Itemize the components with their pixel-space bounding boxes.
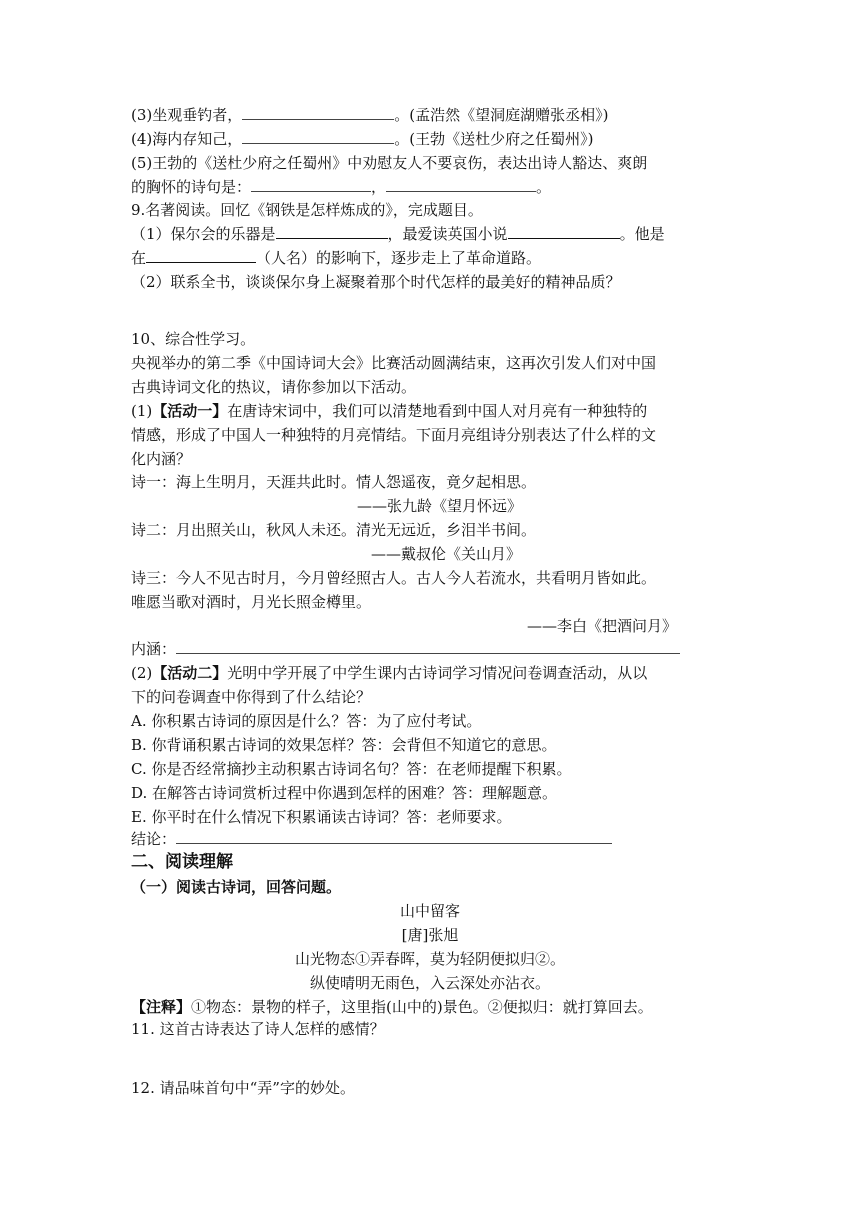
q10-poem-3-line2: 唯愿当歌对酒时，月光长照金樽里。: [131, 593, 372, 611]
section-2-title: 二、阅读理解: [131, 852, 233, 872]
q8-item-5-line1: (5)王勃的《送杜少府之任蜀州》中劝慰友人不要哀伤，表达出诗人豁达、爽朗: [131, 154, 648, 172]
poem-notes-text: ①物态：景物的样子，这里指(山中的)景色。②便拟归：就打算回去。: [191, 998, 653, 1016]
poem-author: [唐]张旭: [401, 926, 459, 944]
q10-activity-1-text: 在唐诗宋词中，我们可以清楚地看到中国人对月亮有一种独特的: [227, 402, 648, 420]
survey-item: B. 你背诵积累古诗词的效果怎样？答：会背但不知道它的意思。: [131, 736, 557, 754]
survey-item: C. 你是否经常摘抄主动积累古诗词名句？答：在老师提醒下积累。: [131, 760, 572, 778]
q8-item-4-source: 。(王勃《送杜少府之任蜀州》): [394, 130, 594, 148]
poem-notes: [131, 996, 653, 1018]
q10-activity-2-tag: 【活动二】: [152, 664, 228, 682]
q10-activity-2-line2: 下的问卷调查中你得到了什么结论？: [131, 688, 372, 706]
q8-item-5-prefix: 的胸怀的诗句是：: [131, 178, 252, 196]
q10-activity-1-line3: 化内涵？: [131, 450, 192, 468]
q9-novel-blank[interactable]: [508, 223, 620, 239]
q10-intro-line2: 古典诗词文化的热议，请你参加以下活动。: [131, 378, 417, 396]
q10-jielun-answer-line[interactable]: [176, 829, 612, 844]
q9-title: 9.名著阅读。回忆《钢铁是怎样炼成的》，完成题目。: [131, 201, 483, 219]
q9-sub-1-text-b: ，最爱读英国小说: [387, 225, 508, 243]
q10-neihan-row: [131, 638, 680, 660]
q10-activity-1-line2: 情感，形成了中国人一种独特的月亮情结。下面月亮组诗分别表达了什么样的文: [131, 426, 657, 444]
q8-item-3: [131, 104, 608, 126]
survey-item: A. 你积累古诗词的原因是什么？答：为了应付考试。: [131, 712, 482, 730]
q10-poem-3-line1: 诗三：今人不见古时月，今月曾经照古人。古人今人若流水，共看明月皆如此。: [131, 569, 657, 587]
q8-item-5-line2: [131, 176, 551, 198]
q9-sub-1-text-c: 。他是: [619, 225, 665, 243]
q10-intro-line1: 央视举办的第二季《中国诗词大会》比赛活动圆满结束，这再次引发人们对中国: [131, 354, 657, 372]
q9-sub-1-text-a: （1）保尔会的乐器是: [131, 225, 276, 243]
survey-item: D. 在解答古诗词赏析过程中你遇到怎样的困难？答：理解题意。: [131, 784, 558, 802]
q10-activity-2-line1: [131, 662, 647, 684]
q9-person-blank[interactable]: [146, 247, 256, 263]
q8-item-3-source: 。(孟浩然《望洞庭湖赠张丞相》): [394, 106, 609, 124]
survey-item: E. 你平时在什么情况下积累诵读古诗词？答：老师要求。: [131, 808, 512, 826]
q8-item-4: [131, 128, 593, 150]
question-11: 11. 这首古诗表达了诗人怎样的感情？: [131, 1020, 385, 1038]
q10-jielun-row: [131, 828, 612, 850]
q8-item-4-text: (4)海内存知己，: [131, 130, 243, 148]
q9-sub-1-line2: [131, 247, 541, 269]
section-2-subtitle: （一）阅读古诗词，回答问题。: [131, 878, 342, 896]
q10-activity-1-tag: 【活动一】: [152, 402, 228, 420]
q10-activity-2-text: 光明中学开展了中学生课内古诗词学习情况问卷调查活动，从以: [227, 664, 648, 682]
q10-activity-1-number: (1): [131, 402, 153, 420]
q9-sub-1: [131, 223, 665, 245]
q10-poem-1-author: ——张九龄《望月怀远》: [357, 497, 523, 515]
q10-jielun-label: 结论：: [131, 830, 177, 848]
q8-item-5-end: 。: [536, 178, 552, 196]
q9-sub-2: （2）联系全书，谈谈保尔身上凝聚着那个时代怎样的最美好的精神品质？: [131, 273, 621, 291]
q8-item-3-text: (3)坐观垂钓者，: [131, 106, 243, 124]
q10-activity-1-line1: [131, 400, 647, 422]
q8-item-5-separator: ，: [371, 178, 387, 196]
q10-poem-2-author: ——戴叔伦《关山月》: [371, 545, 522, 563]
q8-item-4-blank[interactable]: [242, 129, 394, 144]
poem-title: 山中留客: [399, 902, 460, 920]
q10-title: 10、综合性学习。: [131, 330, 256, 348]
q8-item-3-blank[interactable]: [242, 105, 394, 120]
q10-poem-2: 诗二：月出照关山，秋风人未还。清光无远近，乡泪半书间。: [131, 521, 537, 539]
poem-notes-label: 【注释】: [131, 998, 192, 1016]
q9-sub-1-text-d: 在: [131, 249, 147, 267]
q9-instrument-blank[interactable]: [276, 223, 388, 239]
poem-line-2: 纵使晴明无雨色，入云深处亦沾衣。: [309, 974, 550, 992]
q8-item-5-blank-2[interactable]: [386, 177, 536, 192]
poem-line-1: 山光物态①弄春晖，莫为轻阴便拟归②。: [294, 950, 565, 968]
q8-item-5-blank-1[interactable]: [251, 177, 371, 192]
q10-poem-1: 诗一：海上生明月，天涯共此时。情人怨遥夜，竟夕起相思。: [131, 473, 537, 491]
question-12: 12. 请品味首句中“弄”字的妙处。: [131, 1079, 355, 1097]
q10-poem-3-author: ——李白《把酒问月》: [527, 617, 678, 635]
q10-neihan-answer-line[interactable]: [176, 639, 680, 654]
q9-sub-1-text-e: （人名）的影响下，逐步走上了革命道路。: [256, 249, 542, 267]
q10-activity-2-number: (2): [131, 664, 153, 682]
q10-neihan-label: 内涵：: [131, 640, 177, 658]
